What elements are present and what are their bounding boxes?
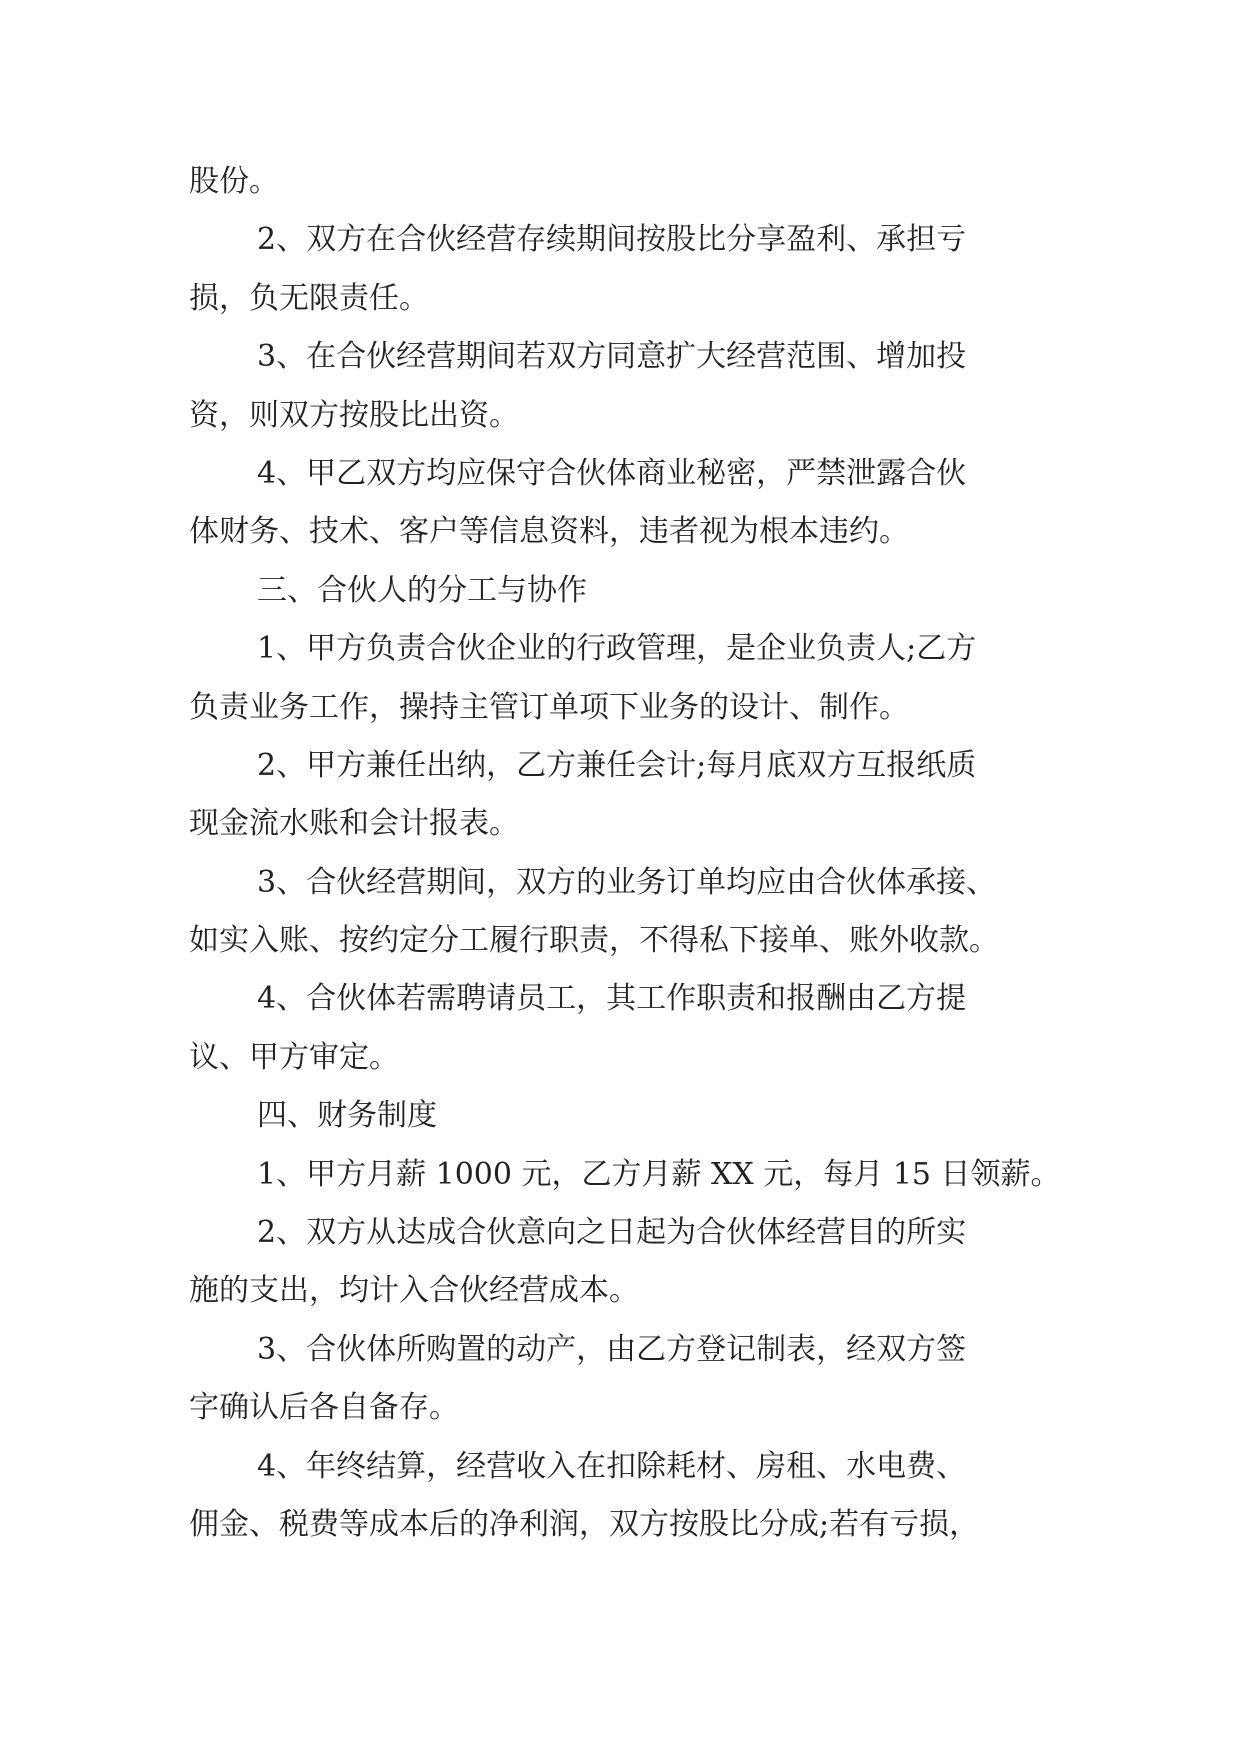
text-line: 2、双方从达成合伙意向之日起为合伙体经营目的所实	[257, 1215, 967, 1251]
text-line: 1、甲方月薪 1000 元，乙方月薪 XX 元，每月 15 日领薪。	[257, 1156, 1061, 1192]
text-line: 1、甲方负责合伙企业的行政管理，是企业负责人;乙方	[257, 631, 977, 667]
section-heading: 四、财务制度	[257, 1098, 437, 1134]
text-line: 2、双方在合伙经营存续期间按股比分享盈利、承担亏	[257, 222, 967, 258]
text-line: 资，则双方按股比出资。	[189, 397, 519, 433]
text-line: 施的支出，均计入合伙经营成本。	[189, 1273, 639, 1309]
text-line: 负责业务工作，操持主管订单项下业务的设计、制作。	[189, 689, 909, 725]
text-line: 2、甲方兼任出纳，乙方兼任会计;每月底双方互报纸质	[257, 747, 977, 783]
text-line: 如实入账、按约定分工履行职责，不得私下接单、账外收款。	[189, 923, 999, 959]
section-heading: 三、合伙人的分工与协作	[257, 572, 587, 608]
text-line: 损，负无限责任。	[189, 280, 429, 316]
text-line: 3、合伙体所购置的动产，由乙方登记制表，经双方签	[257, 1331, 967, 1367]
text-line: 议、甲方审定。	[189, 1039, 399, 1075]
text-line: 3、合伙经营期间，双方的业务订单均应由合伙体承接、	[257, 864, 997, 900]
text-line: 现金流水账和会计报表。	[189, 806, 519, 842]
text-line: 4、年终结算，经营收入在扣除耗材、房租、水电费、	[257, 1448, 967, 1484]
text-line: 股份。	[189, 164, 279, 199]
text-line: 4、甲乙双方均应保守合伙体商业秘密，严禁泄露合伙	[257, 455, 967, 491]
text-line: 4、合伙体若需聘请员工，其工作职责和报酬由乙方提	[257, 981, 967, 1017]
text-line: 字确认后各自备存。	[189, 1390, 459, 1426]
text-line: 体财务、技术、客户等信息资料，违者视为根本违约。	[189, 514, 909, 550]
text-line: 3、在合伙经营期间若双方同意扩大经营范围、增加投	[257, 339, 967, 375]
text-line: 佣金、税费等成本后的净利润，双方按股比分成;若有亏损，	[189, 1506, 980, 1542]
document-body	[189, 153, 1069, 1554]
